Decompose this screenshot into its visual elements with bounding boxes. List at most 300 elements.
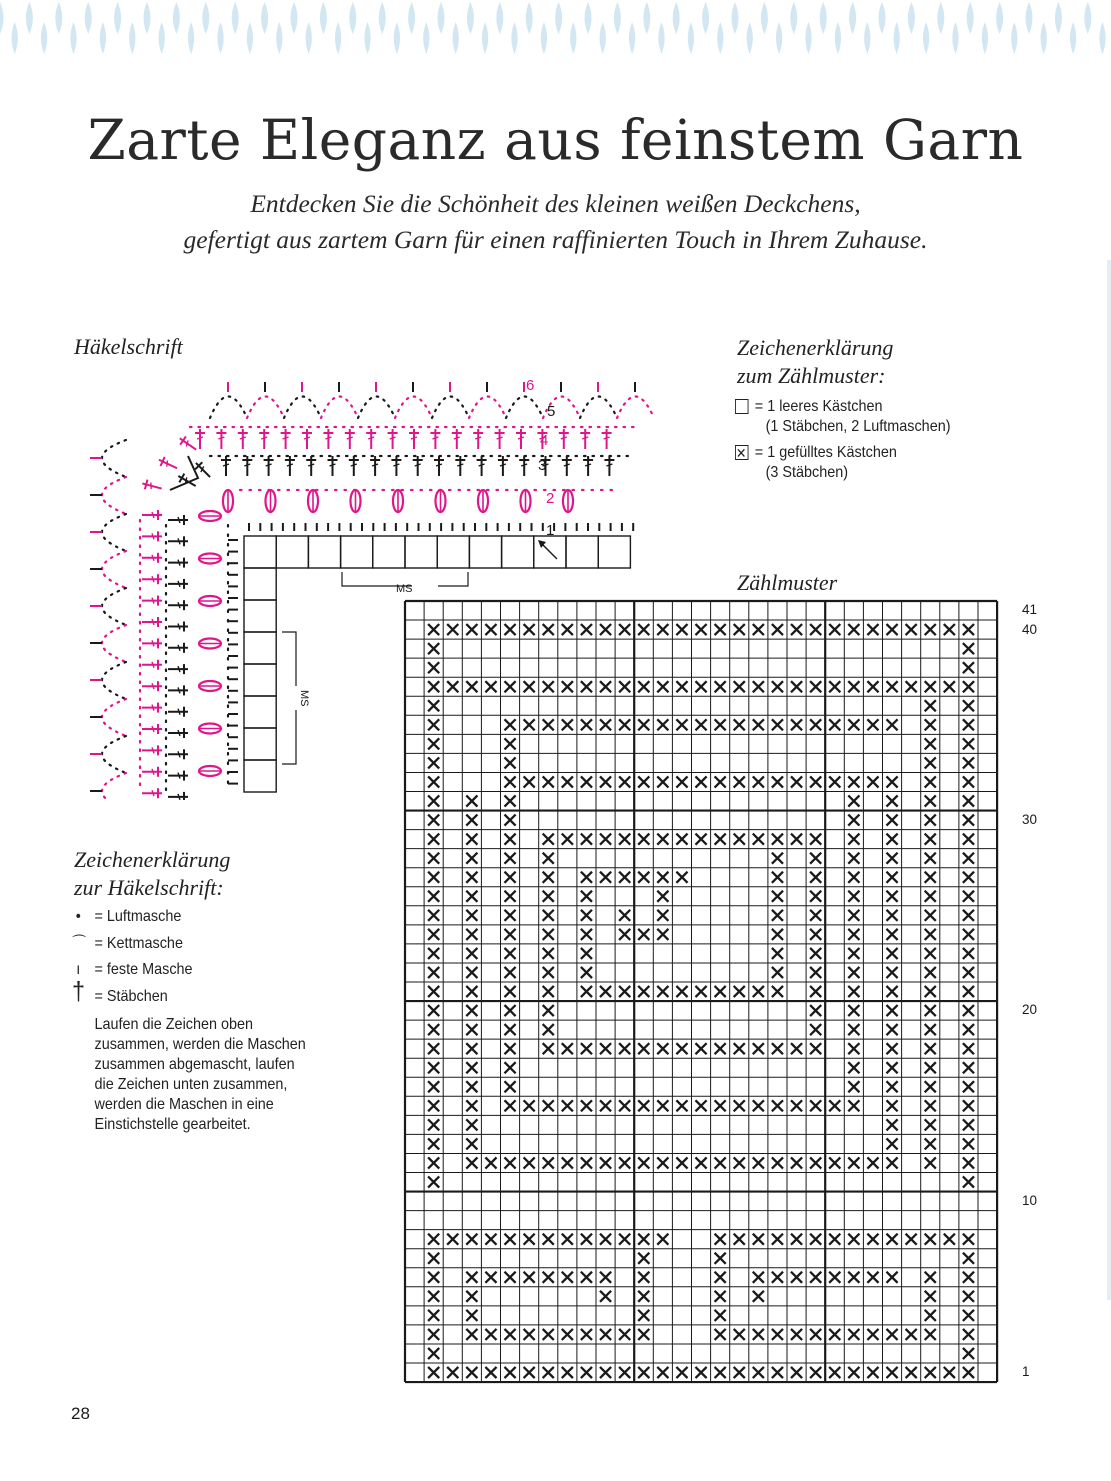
filled-cell-mark bbox=[811, 625, 821, 634]
filled-cell-mark bbox=[773, 1368, 783, 1377]
border-drop bbox=[835, 22, 841, 54]
filled-cell-mark bbox=[926, 1368, 936, 1377]
filled-cell-mark bbox=[467, 1025, 477, 1034]
filled-cell-mark bbox=[658, 682, 668, 691]
round-number: 5 bbox=[547, 403, 556, 420]
border-drop bbox=[761, 2, 768, 34]
filled-cell-mark bbox=[620, 720, 630, 729]
filled-cell-mark bbox=[429, 796, 439, 805]
filled-cell-mark bbox=[887, 949, 897, 958]
filled-cell-mark bbox=[601, 987, 611, 996]
filled-cell-mark bbox=[715, 1311, 725, 1320]
border-drop bbox=[349, 2, 356, 34]
filled-cell-mark bbox=[773, 949, 783, 958]
filled-cell-mark bbox=[735, 1158, 745, 1167]
filled-cell-mark bbox=[964, 1254, 974, 1263]
filled-cell-mark bbox=[735, 1368, 745, 1377]
double-crochet-slash bbox=[178, 751, 180, 757]
double-crochet-mark bbox=[142, 596, 162, 606]
filled-cell-mark bbox=[926, 873, 936, 882]
filled-cell-mark bbox=[887, 777, 897, 786]
filled-cell-mark bbox=[754, 1330, 764, 1339]
filled-cell-mark bbox=[887, 1234, 897, 1243]
filled-cell-mark bbox=[448, 682, 458, 691]
row-label-41: 41 bbox=[1022, 602, 1038, 617]
decorative-top-border bbox=[0, 0, 1111, 60]
double-crochet-slash bbox=[152, 555, 154, 561]
count-legend-heading-line-1: Zeichenerklärung bbox=[737, 335, 894, 360]
border-drop bbox=[982, 22, 988, 54]
filled-cell-mark bbox=[677, 1368, 687, 1377]
filled-cell-mark bbox=[906, 1368, 916, 1377]
double-crochet-slash bbox=[152, 790, 154, 796]
filled-cell-mark bbox=[830, 682, 840, 691]
filled-cell-mark bbox=[830, 1234, 840, 1243]
filled-cell-mark bbox=[754, 625, 764, 634]
filled-cell-mark bbox=[544, 1158, 554, 1167]
filled-cell-mark bbox=[887, 1006, 897, 1015]
filled-cell-mark bbox=[429, 1273, 439, 1282]
double-crochet-slash bbox=[390, 437, 396, 439]
filled-cell-mark bbox=[505, 968, 515, 977]
filled-cell-mark bbox=[715, 1234, 725, 1243]
filled-cell-mark bbox=[429, 644, 439, 653]
filled-cell-mark bbox=[773, 834, 783, 843]
filled-cell-mark bbox=[467, 625, 477, 634]
filled-cell-mark bbox=[582, 1158, 592, 1167]
filled-cell-mark bbox=[658, 720, 668, 729]
filled-cell-mark bbox=[926, 1292, 936, 1301]
double-crochet-mark bbox=[602, 429, 612, 449]
double-crochet-slash bbox=[178, 517, 180, 523]
double-crochet-slash bbox=[223, 464, 229, 466]
filled-cell-mark bbox=[926, 1082, 936, 1091]
double-crochet-slash bbox=[475, 437, 481, 439]
double-crochet-mark bbox=[285, 456, 295, 476]
border-drop bbox=[688, 22, 694, 54]
filled-cell-mark bbox=[849, 930, 859, 939]
filled-cell-mark bbox=[773, 682, 783, 691]
filled-cell-mark bbox=[467, 682, 477, 691]
border-drop bbox=[967, 2, 974, 34]
filled-cell-mark bbox=[505, 853, 515, 862]
double-crochet-slash bbox=[415, 464, 421, 466]
filled-cell-mark bbox=[735, 777, 745, 786]
double-crochet-mark bbox=[168, 622, 188, 632]
filled-cell-mark bbox=[658, 1368, 668, 1377]
filled-cell-mark bbox=[926, 815, 936, 824]
filled-cell-mark bbox=[467, 930, 477, 939]
filled-cell-mark bbox=[792, 1330, 802, 1339]
filled-cell-mark bbox=[964, 644, 974, 653]
filled-cell-mark bbox=[811, 1044, 821, 1053]
filled-cell-mark bbox=[811, 892, 821, 901]
border-drop bbox=[467, 2, 474, 34]
filled-cell-mark bbox=[620, 873, 630, 882]
filled-cell-mark bbox=[735, 1101, 745, 1110]
filled-cell-mark bbox=[887, 1082, 897, 1091]
border-drop bbox=[306, 22, 312, 54]
filled-cell-mark bbox=[868, 720, 878, 729]
filled-cell-mark bbox=[887, 1330, 897, 1339]
filled-cell-mark bbox=[486, 682, 496, 691]
filled-cell-mark bbox=[887, 720, 897, 729]
double-crochet-mark bbox=[168, 728, 188, 738]
subtitle-line-2: gefertigt aus zartem Garn für einen raffinierten Touch in Ihrem Zuhause. bbox=[183, 225, 928, 254]
filled-cell-mark bbox=[773, 1101, 783, 1110]
double-crochet-slash bbox=[436, 464, 442, 466]
count-pattern-heading: Zählmuster bbox=[737, 570, 838, 595]
border-drop bbox=[232, 2, 239, 34]
filled-cell-mark bbox=[696, 720, 706, 729]
filled-cell-mark bbox=[926, 625, 936, 634]
double-crochet-mark bbox=[142, 617, 162, 627]
filled-cell-mark bbox=[582, 987, 592, 996]
filled-cell-mark bbox=[964, 1311, 974, 1320]
filled-cell-mark bbox=[448, 625, 458, 634]
filled-cell-mark bbox=[544, 625, 554, 634]
filled-cell-mark bbox=[505, 911, 515, 920]
filled-cell-mark bbox=[754, 682, 764, 691]
row-label-20: 20 bbox=[1022, 1002, 1038, 1017]
filled-cell-mark bbox=[964, 853, 974, 862]
filled-cell-mark bbox=[754, 1368, 764, 1377]
filled-cell-mark bbox=[926, 834, 936, 843]
slip-stitch-icon: ⌒ bbox=[72, 934, 87, 952]
double-crochet-slash bbox=[497, 437, 503, 439]
filled-cell-mark bbox=[429, 663, 439, 672]
filled-cell-mark bbox=[467, 815, 477, 824]
picot-arch bbox=[102, 662, 126, 699]
border-drop bbox=[747, 22, 753, 54]
filled-cell-mark bbox=[715, 1273, 725, 1282]
double-crochet-slash bbox=[178, 581, 180, 587]
filled-cell-mark bbox=[429, 701, 439, 710]
filled-cell-mark bbox=[926, 1025, 936, 1034]
note-line: Laufen die Zeichen oben bbox=[94, 1016, 254, 1033]
filled-cell-mark bbox=[524, 1330, 534, 1339]
filled-cell-mark bbox=[544, 949, 554, 958]
filled-cell-mark bbox=[429, 853, 439, 862]
filled-cell-mark bbox=[849, 1063, 859, 1072]
filled-cell-mark bbox=[926, 720, 936, 729]
legend-single-crochet-label: = feste Masche bbox=[94, 961, 193, 978]
filled-cell-mark bbox=[467, 1273, 477, 1282]
filled-cell-mark bbox=[906, 625, 916, 634]
filled-cell-mark bbox=[696, 777, 706, 786]
border-drop bbox=[188, 22, 194, 54]
double-crochet-slash bbox=[457, 464, 463, 466]
double-crochet-slash bbox=[411, 437, 417, 439]
double-crochet-slash bbox=[604, 437, 610, 439]
filled-cell-mark bbox=[601, 682, 611, 691]
double-crochet-slash bbox=[240, 437, 246, 439]
legend-empty-line-1: = 1 leeres Kästchen bbox=[754, 398, 883, 415]
double-crochet-slash bbox=[393, 464, 399, 466]
page-edge bbox=[1107, 260, 1111, 1300]
filled-cell-mark bbox=[658, 873, 668, 882]
filled-cell-mark bbox=[429, 682, 439, 691]
double-crochet-slash bbox=[152, 662, 154, 668]
filet-cell bbox=[244, 568, 276, 600]
double-crochet-mark bbox=[142, 767, 162, 777]
round-number: 6 bbox=[526, 377, 535, 394]
filled-cell-mark bbox=[964, 796, 974, 805]
filled-cell-mark bbox=[830, 1330, 840, 1339]
filled-cell-mark bbox=[811, 1006, 821, 1015]
filled-cell-mark bbox=[926, 911, 936, 920]
border-drop bbox=[496, 2, 503, 34]
filet-cell bbox=[437, 536, 469, 568]
filled-cell-mark bbox=[544, 777, 554, 786]
filled-cell-mark bbox=[964, 663, 974, 672]
filled-cell-mark bbox=[964, 1082, 974, 1091]
border-drop bbox=[247, 22, 253, 54]
filled-cell-mark bbox=[735, 1330, 745, 1339]
filled-cell-mark bbox=[696, 1101, 706, 1110]
filled-cell-mark bbox=[696, 1044, 706, 1053]
filled-cell-mark bbox=[505, 1234, 515, 1243]
double-crochet-slash bbox=[308, 464, 314, 466]
filled-cell-mark bbox=[849, 1006, 859, 1015]
filet-cell bbox=[502, 536, 534, 568]
filled-cell-mark bbox=[964, 1101, 974, 1110]
filled-cell-mark bbox=[906, 682, 916, 691]
filled-cell-mark bbox=[544, 930, 554, 939]
double-crochet-slash bbox=[521, 464, 527, 466]
filled-cell-mark bbox=[926, 892, 936, 901]
crochet-legend bbox=[72, 907, 306, 1135]
double-crochet-mark bbox=[168, 600, 188, 610]
filled-cell-mark bbox=[582, 1368, 592, 1377]
filled-cell-mark bbox=[887, 968, 897, 977]
filled-cell-mark bbox=[792, 1158, 802, 1167]
filled-cell-mark bbox=[773, 987, 783, 996]
filled-cell-mark bbox=[887, 1101, 897, 1110]
filled-cell-mark bbox=[964, 1292, 974, 1301]
filled-cell-mark bbox=[505, 1044, 515, 1053]
double-crochet-mark bbox=[434, 456, 444, 476]
border-drop bbox=[923, 22, 929, 54]
filled-cell-mark bbox=[696, 834, 706, 843]
filled-cell-mark bbox=[926, 1234, 936, 1243]
filled-cell-mark bbox=[563, 1368, 573, 1377]
filled-cell-mark bbox=[926, 1063, 936, 1072]
filled-cell-mark bbox=[887, 853, 897, 862]
filled-cell-mark bbox=[563, 777, 573, 786]
double-crochet-mark bbox=[216, 429, 226, 449]
filled-cell-mark bbox=[429, 1368, 439, 1377]
filled-cell-mark bbox=[582, 1330, 592, 1339]
filled-cell-mark bbox=[429, 1082, 439, 1091]
filled-cell-mark bbox=[505, 834, 515, 843]
filled-cell-mark bbox=[715, 1292, 725, 1301]
filled-cell-mark bbox=[811, 682, 821, 691]
filled-cell-mark bbox=[467, 1120, 477, 1129]
count-pattern-grid bbox=[395, 595, 1038, 1395]
border-drop bbox=[629, 22, 635, 54]
filled-cell-mark bbox=[601, 625, 611, 634]
border-drop bbox=[55, 2, 62, 34]
filled-cell-mark bbox=[582, 834, 592, 843]
filled-cell-mark bbox=[926, 1006, 936, 1015]
filled-cell-mark bbox=[926, 1311, 936, 1320]
filled-cell-mark bbox=[524, 1368, 534, 1377]
double-crochet-slash bbox=[152, 598, 154, 604]
filled-cell-mark bbox=[639, 1292, 649, 1301]
filled-cell-mark bbox=[926, 949, 936, 958]
border-drop bbox=[1099, 22, 1105, 54]
filled-cell-mark bbox=[773, 1330, 783, 1339]
filled-cell-mark bbox=[467, 987, 477, 996]
filled-cell-mark bbox=[792, 682, 802, 691]
double-crochet-mark bbox=[580, 429, 590, 449]
filled-cell-mark bbox=[887, 1139, 897, 1148]
border-drop bbox=[144, 2, 151, 34]
picot-arch bbox=[395, 397, 432, 419]
filled-cell-mark bbox=[849, 892, 859, 901]
filled-cell-mark bbox=[696, 625, 706, 634]
filled-cell-mark bbox=[926, 777, 936, 786]
filled-cell-mark bbox=[467, 968, 477, 977]
filet-cell bbox=[244, 760, 276, 792]
double-crochet-slash bbox=[368, 437, 374, 439]
border-drop bbox=[1026, 2, 1033, 34]
filled-cell-mark bbox=[906, 1234, 916, 1243]
filled-cell-mark bbox=[677, 1101, 687, 1110]
filled-cell-mark bbox=[429, 1349, 439, 1358]
filled-cell-mark bbox=[544, 1273, 554, 1282]
filet-cell bbox=[566, 536, 598, 568]
double-crochet-slash bbox=[304, 437, 310, 439]
filled-cell-mark bbox=[773, 911, 783, 920]
filled-cell-mark bbox=[830, 720, 840, 729]
filled-cell-mark bbox=[887, 873, 897, 882]
filled-cell-mark bbox=[505, 1101, 515, 1110]
double-crochet-mark bbox=[168, 792, 188, 800]
double-crochet-mark bbox=[142, 681, 162, 691]
double-crochet-mark bbox=[168, 664, 188, 674]
note-line: werden die Maschen in eine bbox=[94, 1096, 274, 1113]
filled-cell-mark bbox=[849, 720, 859, 729]
double-crochet-mark bbox=[157, 455, 179, 473]
border-drop bbox=[291, 2, 298, 34]
filled-cell-mark bbox=[505, 1082, 515, 1091]
double-crochet-mark bbox=[168, 558, 188, 568]
double-crochet-slash bbox=[152, 769, 154, 775]
double-crochet-stem bbox=[180, 438, 196, 449]
filled-cell-mark bbox=[754, 1292, 764, 1301]
border-drop bbox=[776, 22, 782, 54]
filled-cell-mark bbox=[887, 625, 897, 634]
double-crochet-mark bbox=[141, 479, 163, 494]
filled-cell-mark bbox=[830, 777, 840, 786]
border-drop bbox=[879, 2, 886, 34]
border-drop bbox=[1084, 2, 1091, 34]
filled-cell-mark bbox=[524, 777, 534, 786]
filled-cell-mark bbox=[486, 1368, 496, 1377]
filled-cell-mark bbox=[429, 777, 439, 786]
legend-filled-line-1: = 1 gefülltes Kästchen bbox=[754, 444, 897, 461]
filled-cell-mark bbox=[620, 911, 630, 920]
filled-cell-mark bbox=[639, 682, 649, 691]
filled-cell-mark bbox=[448, 1368, 458, 1377]
crochet-legend-heading-line-1: Zeichenerklärung bbox=[74, 847, 231, 872]
double-crochet-slash bbox=[561, 437, 567, 439]
filled-cell-mark bbox=[505, 625, 515, 634]
filled-cell-mark bbox=[467, 1044, 477, 1053]
double-crochet-slash bbox=[152, 619, 154, 625]
count-legend-heading bbox=[737, 334, 893, 390]
filled-cell-mark bbox=[773, 968, 783, 977]
filled-cell-mark bbox=[773, 892, 783, 901]
filled-cell-mark bbox=[715, 987, 725, 996]
double-crochet-mark bbox=[168, 707, 188, 717]
filled-cell-mark bbox=[582, 892, 592, 901]
double-crochet-bar bbox=[145, 480, 148, 490]
filled-cell-mark bbox=[964, 682, 974, 691]
filled-cell-mark bbox=[926, 1139, 936, 1148]
filled-cell-mark bbox=[429, 1139, 439, 1148]
filled-cell-mark bbox=[601, 1292, 611, 1301]
round-number: 3 bbox=[538, 457, 547, 474]
crochet-legend-heading-line-2: zur Häkelschrift: bbox=[74, 875, 224, 900]
row-label-10: 10 bbox=[1022, 1193, 1038, 1208]
double-crochet-slash bbox=[283, 437, 289, 439]
filled-cell-mark bbox=[505, 1025, 515, 1034]
filled-cell-mark bbox=[887, 796, 897, 805]
filled-cell-mark bbox=[964, 815, 974, 824]
double-crochet-slash bbox=[178, 730, 180, 736]
filled-cell-mark bbox=[505, 777, 515, 786]
filled-cell-mark bbox=[658, 1044, 668, 1053]
filled-cell-mark bbox=[926, 758, 936, 767]
double-crochet-mark bbox=[264, 456, 274, 476]
filled-cell-mark bbox=[849, 1158, 859, 1167]
filled-cell-mark bbox=[639, 1368, 649, 1377]
filled-cell-mark bbox=[696, 1158, 706, 1167]
filled-cell-mark bbox=[754, 777, 764, 786]
filled-cell-mark bbox=[849, 1025, 859, 1034]
filled-cell-mark bbox=[715, 1158, 725, 1167]
filled-cell-mark bbox=[544, 1330, 554, 1339]
filled-cell-mark bbox=[964, 1177, 974, 1186]
double-crochet-mark bbox=[142, 574, 162, 584]
filled-cell-mark bbox=[639, 1273, 649, 1282]
filled-cell-mark bbox=[945, 625, 955, 634]
filled-cell-mark bbox=[505, 1273, 515, 1282]
filled-cell-mark bbox=[735, 834, 745, 843]
filled-cell-mark bbox=[849, 1234, 859, 1243]
filled-cell-mark bbox=[601, 1158, 611, 1167]
double-crochet-mark bbox=[452, 429, 462, 449]
filled-cell-mark bbox=[467, 1158, 477, 1167]
picot-arch bbox=[284, 397, 321, 419]
filled-cell-mark bbox=[582, 949, 592, 958]
legend-note bbox=[95, 1015, 306, 1135]
filled-cell-mark bbox=[715, 777, 725, 786]
note-line: zusammen, werden die Maschen bbox=[94, 1036, 306, 1053]
double-crochet-mark bbox=[519, 456, 529, 476]
filled-cell-mark bbox=[677, 1158, 687, 1167]
filled-cell-mark bbox=[639, 1044, 649, 1053]
border-drop bbox=[864, 22, 870, 54]
filled-cell-mark bbox=[868, 1158, 878, 1167]
empty-box-icon bbox=[735, 399, 749, 414]
double-crochet-slash bbox=[152, 512, 154, 518]
border-drop bbox=[996, 2, 1003, 34]
border-drop bbox=[526, 2, 533, 34]
